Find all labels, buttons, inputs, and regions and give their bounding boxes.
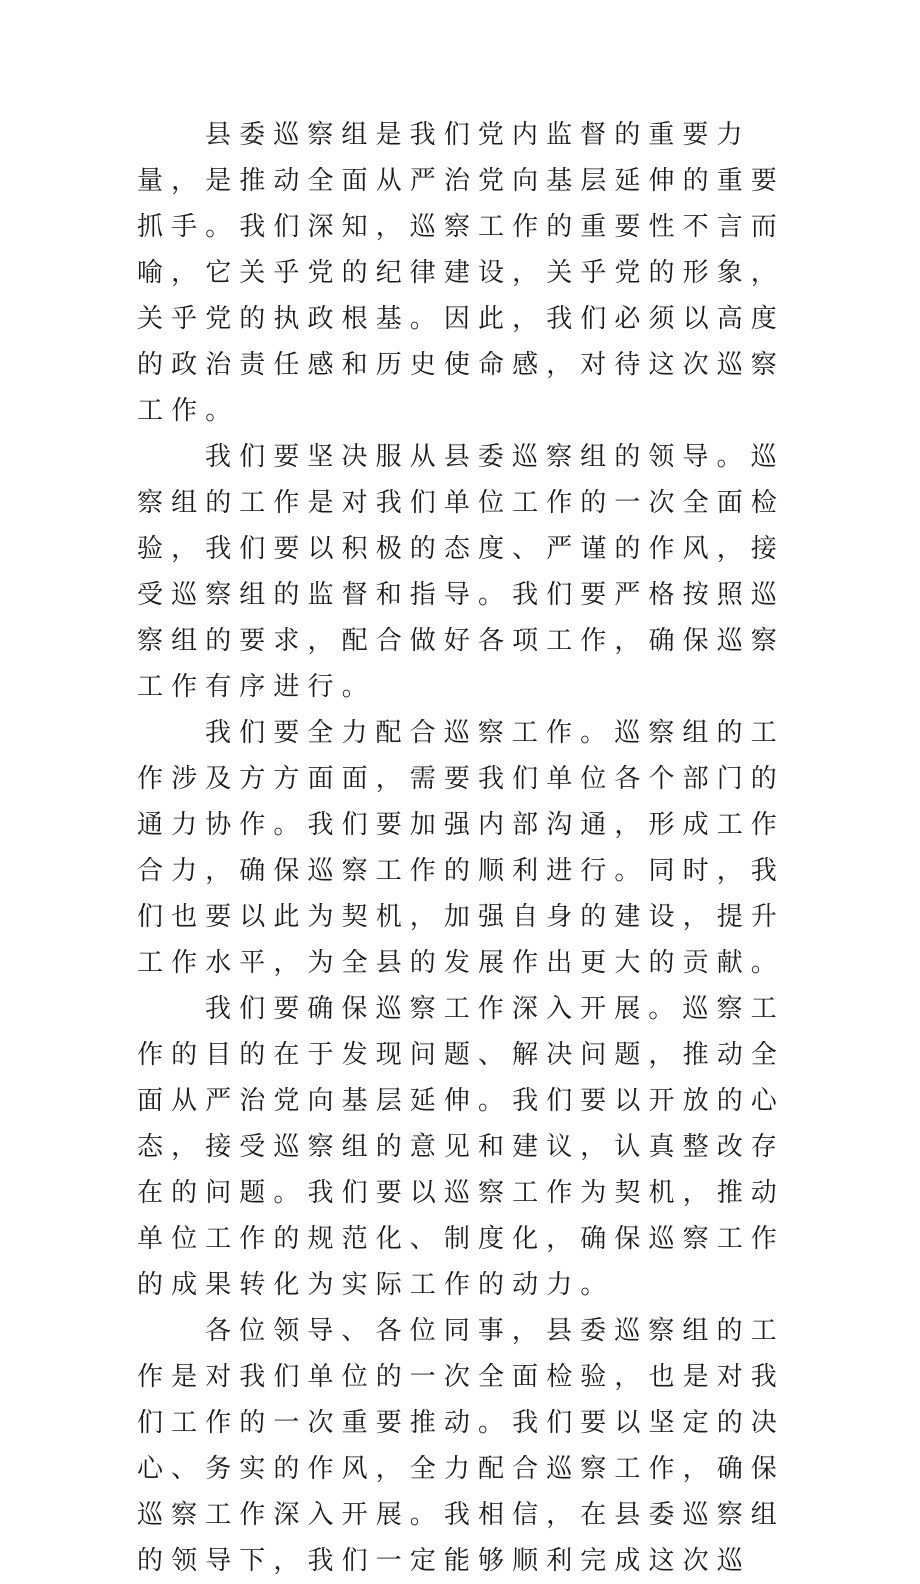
paragraph-2: 我们要坚决服从县委巡察组的领导。巡察组的工作是对我们单位工作的一次全面检验，我们要以积极的态度、严谨的作风，接受巡察组的监督和指导。我们要严格按照巡察组的要求，配合做好各项工作，确保巡察工作有序进行。	[137, 442, 785, 702]
paragraph-1: 县委巡察组是我们党内监督的重要力量，是推动全面从严治党向基层延伸的重要抓手。我们深知，巡察工作的重要性不言而喻，它关乎党的纪律建设，关乎党的形象，关乎党的执政根基。因此，我们必须以高度的政治责任感和历史使命感，对待这次巡察工作。	[137, 120, 785, 426]
paragraph-3: 我们要全力配合巡察工作。巡察组的工作涉及方方面面，需要我们单位各个部门的通力协作。我们要加强内部沟通，形成工作合力，确保巡察工作的顺利进行。同时，我们也要以此为契机，加强自身的建设，提升工作水平，为全县的发展作出更大的贡献。	[137, 718, 785, 978]
paragraph-5: 各位领导、各位同事，县委巡察组的工作是对我们单位的一次全面检验，也是对我们工作的一次重要推动。我们要以坚定的决心、务实的作风，全力配合巡察工作，确保巡察工作深入开展。我相信，在县委巡察组的领导下，我们一定能够顺利完成这次巡	[137, 1316, 785, 1576]
document-page	[137, 112, 797, 1584]
paragraph-4: 我们要确保巡察工作深入开展。巡察工作的目的在于发现问题、解决问题，推动全面从严治党向基层延伸。我们要以开放的心态，接受巡察组的意见和建议，认真整改存在的问题。我们要以巡察工作为契机，推动单位工作的规范化、制度化，确保巡察工作的成果转化为实际工作的动力。	[137, 994, 785, 1300]
